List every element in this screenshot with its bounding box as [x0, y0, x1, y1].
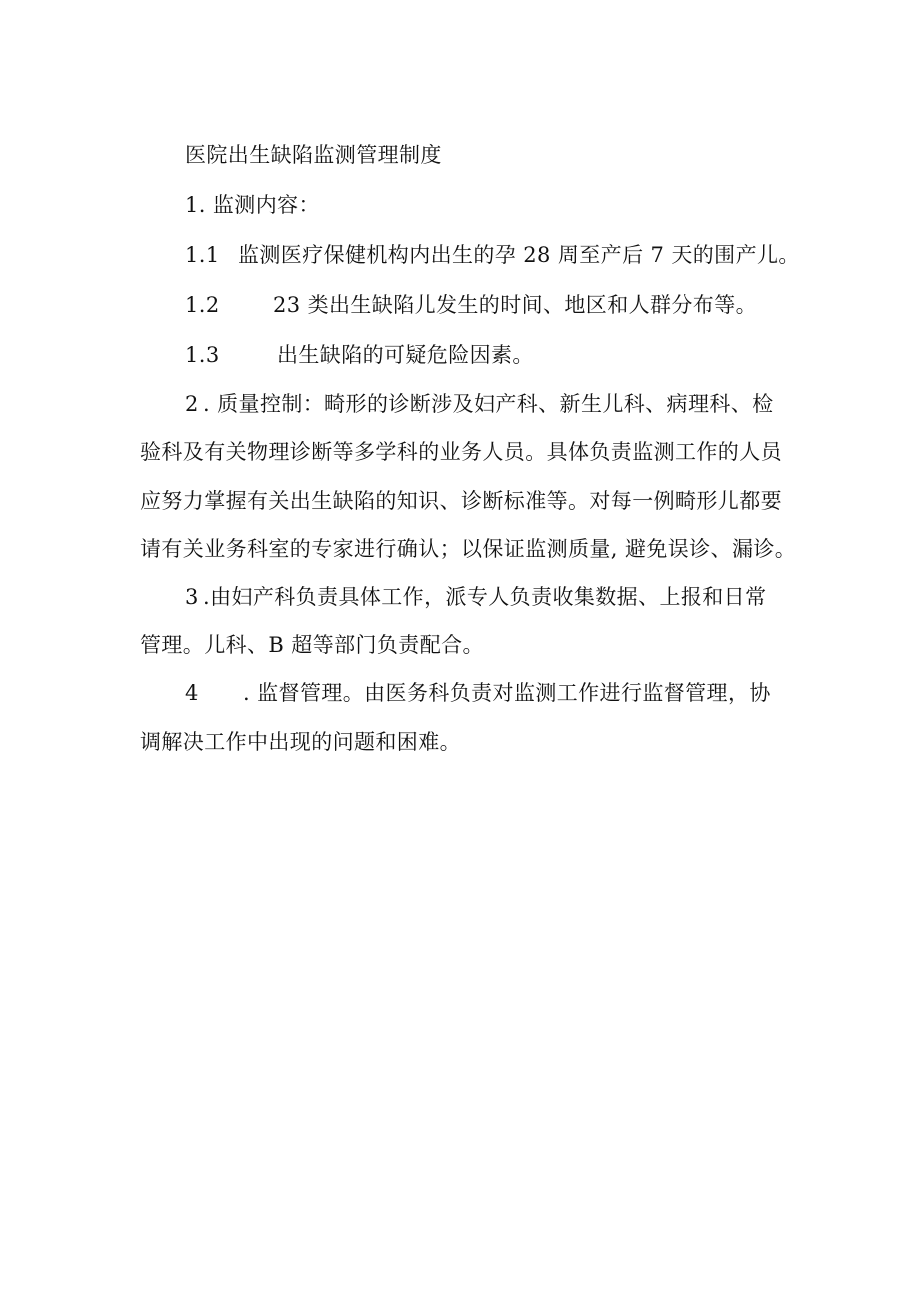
section-4-first-line — [185, 681, 771, 705]
section-number: 3 — [185, 585, 199, 609]
paragraph-line: 调解决工作中出现的问题和困难。 — [140, 730, 461, 754]
section-2-first-line — [185, 392, 774, 416]
item-text: 监测医疗保健机构内出生的孕 28 周至产后 7 天的围产儿。 — [238, 243, 800, 267]
paragraph-line: 管理。儿科、B 超等部门负责配合。 — [140, 633, 484, 657]
paragraph-text: . 监督管理。由医务科负责对监测工作进行监督管理，协 — [243, 681, 771, 705]
document-title: 医院出生缺陷监测管理制度 — [185, 143, 442, 167]
section-1-heading: 1. 监测内容： — [185, 193, 320, 217]
item-number: 1.3 — [185, 343, 220, 367]
paragraph-text: .由妇产科负责具体工作，派专人负责收集数据、上报和日常 — [203, 585, 767, 609]
section-number: 2 — [185, 392, 199, 416]
item-1-1 — [185, 243, 800, 267]
section-number: 4 — [185, 681, 199, 705]
item-text: 出生缺陷的可疑危险因素。 — [277, 343, 534, 367]
paragraph-line: 请有关业务科室的专家进行确认；以保证监测质量, 避免误诊、漏诊。 — [140, 537, 797, 561]
item-number: 1.1 — [185, 243, 220, 267]
item-number: 1.2 — [185, 293, 220, 317]
item-1-2 — [185, 293, 757, 317]
paragraph-line: 应努力掌握有关出生缺陷的知识、诊断标准等。对每一例畸形儿都要 — [140, 489, 782, 513]
item-1-3 — [185, 343, 534, 367]
item-text: 23 类出生缺陷儿发生的时间、地区和人群分布等。 — [273, 293, 757, 317]
paragraph-text: . 质量控制：畸形的诊断涉及妇产科、新生儿科、病理科、检 — [203, 392, 774, 416]
section-3-first-line — [185, 585, 767, 609]
paragraph-line: 验科及有关物理诊断等多学科的业务人员。具体负责监测工作的人员 — [140, 440, 782, 464]
